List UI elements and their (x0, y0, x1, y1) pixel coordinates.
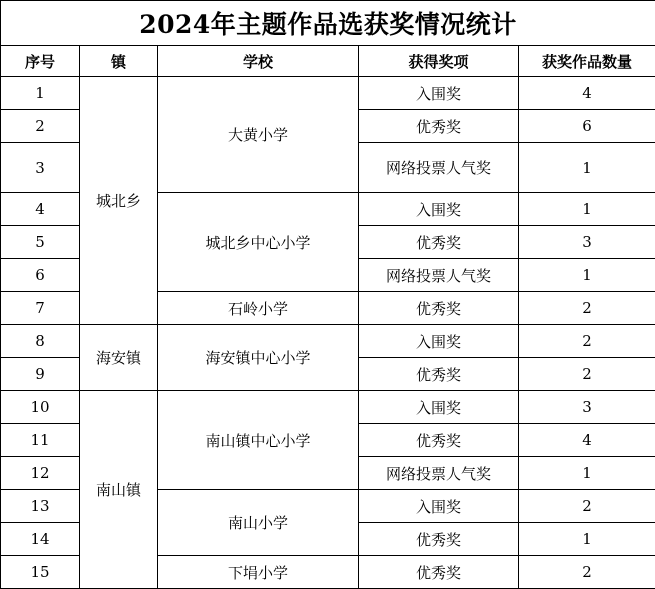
cell-count: 1 (519, 259, 655, 292)
cell-count: 3 (519, 391, 655, 424)
table-row (1, 77, 655, 110)
cell-award: 网络投票人气奖 (359, 143, 519, 193)
table-row (1, 391, 655, 424)
cell-count: 6 (519, 110, 655, 143)
cell-count: 1 (519, 523, 655, 556)
cell-award: 网络投票人气奖 (359, 457, 519, 490)
cell-award: 优秀奖 (359, 358, 519, 391)
cell-town: 南山镇 (80, 391, 158, 589)
header-index: 序号 (1, 46, 80, 77)
cell-index: 11 (1, 424, 80, 457)
cell-school: 大黄小学 (158, 77, 359, 193)
cell-school: 南山小学 (158, 490, 359, 556)
cell-town: 城北乡 (80, 77, 158, 325)
header-row (1, 46, 655, 77)
header-count: 获奖作品数量 (519, 46, 655, 77)
cell-award: 网络投票人气奖 (359, 259, 519, 292)
cell-award: 优秀奖 (359, 292, 519, 325)
cell-award: 入围奖 (359, 193, 519, 226)
cell-count: 2 (519, 556, 655, 589)
cell-school: 石岭小学 (158, 292, 359, 325)
cell-index: 14 (1, 523, 80, 556)
cell-index: 2 (1, 110, 80, 143)
table-title: 2024年主题作品选获奖情况统计 (1, 1, 655, 46)
cell-school: 城北乡中心小学 (158, 193, 359, 292)
cell-index: 4 (1, 193, 80, 226)
header-award: 获得奖项 (359, 46, 519, 77)
cell-school: 下埍小学 (158, 556, 359, 589)
cell-count: 2 (519, 358, 655, 391)
header-town: 镇 (80, 46, 158, 77)
cell-award: 入围奖 (359, 391, 519, 424)
cell-index: 12 (1, 457, 80, 490)
cell-index: 1 (1, 77, 80, 110)
cell-index: 10 (1, 391, 80, 424)
cell-count: 3 (519, 226, 655, 259)
cell-index: 8 (1, 325, 80, 358)
cell-index: 6 (1, 259, 80, 292)
cell-index: 9 (1, 358, 80, 391)
cell-count: 2 (519, 490, 655, 523)
cell-index: 3 (1, 143, 80, 193)
cell-count: 1 (519, 143, 655, 193)
cell-school: 海安镇中心小学 (158, 325, 359, 391)
cell-award: 优秀奖 (359, 110, 519, 143)
cell-award: 优秀奖 (359, 523, 519, 556)
cell-award: 入围奖 (359, 325, 519, 358)
cell-count: 4 (519, 424, 655, 457)
cell-index: 15 (1, 556, 80, 589)
table-row (1, 325, 655, 358)
cell-count: 2 (519, 325, 655, 358)
header-school: 学校 (158, 46, 359, 77)
cell-award: 优秀奖 (359, 424, 519, 457)
cell-award: 优秀奖 (359, 556, 519, 589)
cell-index: 13 (1, 490, 80, 523)
cell-count: 4 (519, 77, 655, 110)
cell-index: 7 (1, 292, 80, 325)
cell-award: 入围奖 (359, 77, 519, 110)
cell-town: 海安镇 (80, 325, 158, 391)
cell-award: 优秀奖 (359, 226, 519, 259)
cell-school: 南山镇中心小学 (158, 391, 359, 490)
cell-award: 入围奖 (359, 490, 519, 523)
cell-count: 1 (519, 193, 655, 226)
cell-count: 2 (519, 292, 655, 325)
cell-count: 1 (519, 457, 655, 490)
cell-index: 5 (1, 226, 80, 259)
